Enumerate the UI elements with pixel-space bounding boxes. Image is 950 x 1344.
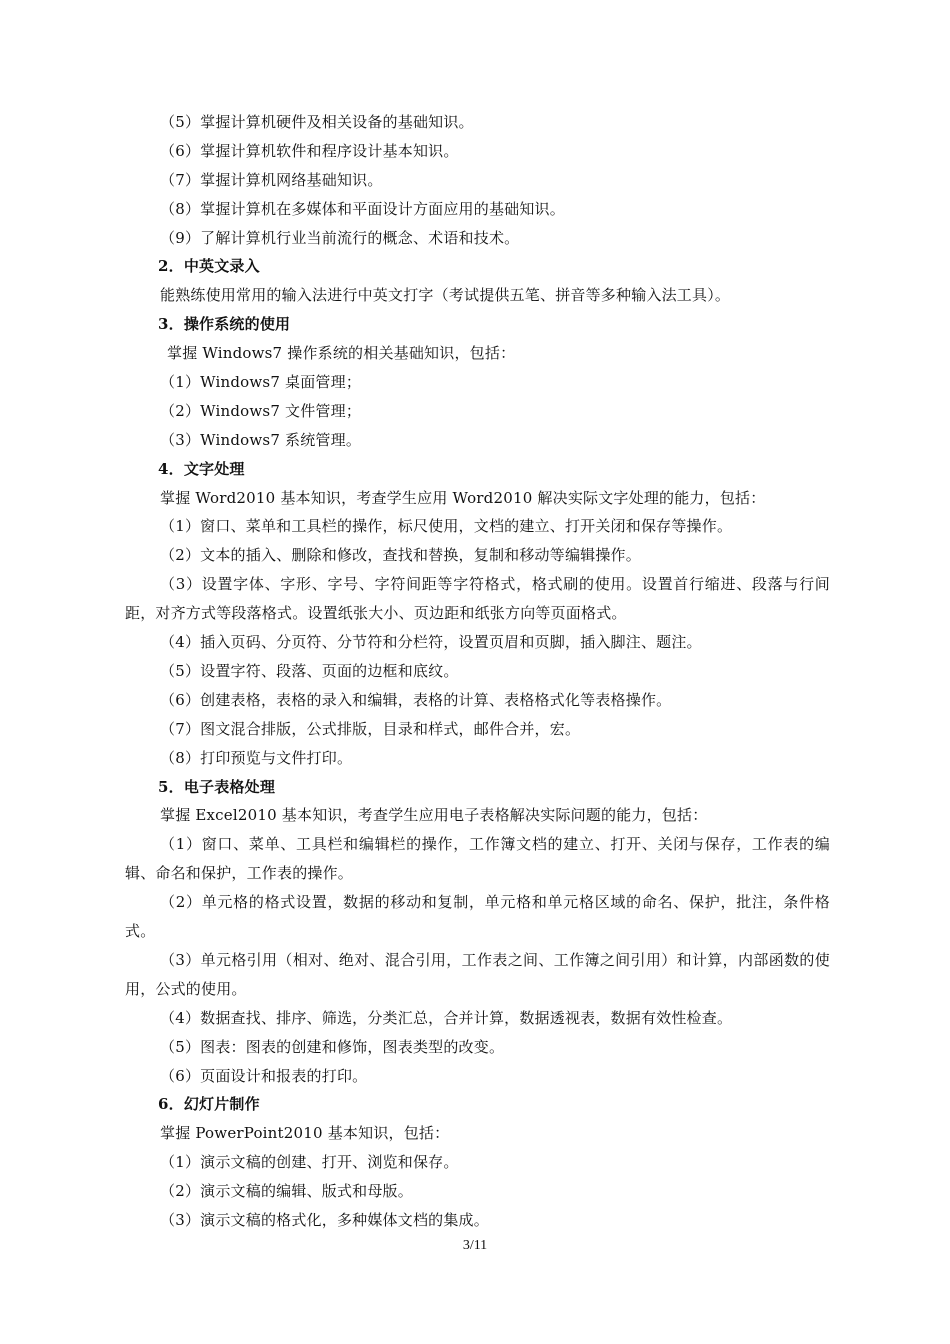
list-item: （6）创建表格，表格的录入和编辑，表格的计算、表格格式化等表格操作。 [160, 690, 672, 709]
paragraph: 能熟练使用常用的输入法进行中英文打字（考试提供五笔、拼音等多种输入法工具）。 [160, 286, 731, 305]
list-item: （4）插入页码、分页符、分节符和分栏符，设置页眉和页脚，插入脚注、题注。 [160, 633, 702, 652]
list-item: （3）设置字体、字形、字号、字符间距等字符格式，格式刷的使用。设置首行缩进、段落与行间距，对齐方式等段落格式。设置纸张大小、页边距和纸张方向等页面格式。 [125, 575, 830, 623]
list-item: （6）页面设计和报表的打印。 [160, 1066, 368, 1085]
list-item: （7）图文混合排版，公式排版，目录和样式，邮件合并，宏。 [160, 719, 581, 738]
document-body [125, 108, 830, 1235]
list-item: （3）单元格引用（相对、绝对、混合引用，工作表之间、工作簿之间引用）和计算，内部函数的使用，公式的使用。 [125, 950, 830, 998]
paragraph: 掌握 Word2010 基本知识，考查学生应用 Word2010 解决实际文字处理的能力，包括： [160, 488, 766, 507]
section-heading: 4．文字处理 [158, 459, 245, 478]
list-item: （1）Windows7 桌面管理； [160, 373, 362, 392]
list-item: （2）文本的插入、删除和修改，查找和替换，复制和移动等编辑操作。 [160, 546, 641, 565]
list-item: （9）了解计算机行业当前流行的概念、术语和技术。 [160, 228, 520, 247]
list-item: （8）掌握计算机在多媒体和平面设计方面应用的基础知识。 [160, 199, 565, 218]
section-heading: 5．电子表格处理 [158, 777, 276, 796]
list-item: （2）演示文稿的编辑、版式和母版。 [160, 1182, 413, 1201]
list-item: （8）打印预览与文件打印。 [160, 748, 353, 767]
list-item: （6）掌握计算机软件和程序设计基本知识。 [160, 141, 459, 160]
list-item: （3）演示文稿的格式化，多种媒体文档的集成。 [160, 1210, 489, 1229]
paragraph: 掌握 Windows7 操作系统的相关基础知识，包括： [167, 344, 516, 363]
list-item: （5）图表：图表的创建和修饰，图表类型的改变。 [160, 1037, 505, 1056]
paragraph: 掌握 PowerPoint2010 基本知识，包括： [160, 1124, 450, 1143]
section-heading: 6．幻灯片制作 [158, 1095, 260, 1114]
list-item: （1）窗口、菜单和工具栏的操作，标尺使用，文档的建立、打开关闭和保存等操作。 [160, 517, 733, 536]
list-item: （3）Windows7 系统管理。 [160, 430, 362, 449]
section-heading: 3．操作系统的使用 [158, 315, 291, 334]
list-item: （1）窗口、菜单、工具栏和编辑栏的操作，工作簿文档的建立、打开、关闭与保存，工作表的编辑、命名和保护，工作表的操作。 [125, 835, 830, 883]
list-item: （1）演示文稿的创建、打开、浏览和保存。 [160, 1153, 459, 1172]
page-number: 3/11 [462, 1238, 488, 1253]
list-item: （5）设置字符、段落、页面的边框和底纹。 [160, 661, 459, 680]
list-item: （2）Windows7 文件管理； [160, 401, 362, 420]
list-item: （5）掌握计算机硬件及相关设备的基础知识。 [160, 113, 474, 131]
list-item: （7）掌握计算机网络基础知识。 [160, 170, 383, 189]
paragraph: 掌握 Excel2010 基本知识，考查学生应用电子表格解决实际问题的能力，包括： [160, 806, 708, 825]
section-heading: 2．中英文录入 [158, 257, 260, 276]
list-item: （4）数据查找、排序、筛选，分类汇总，合并计算，数据透视表，数据有效性检查。 [160, 1008, 733, 1027]
list-item: （2）单元格的格式设置，数据的移动和复制，单元格和单元格区域的命名、保护，批注，条件格式。 [125, 893, 830, 941]
